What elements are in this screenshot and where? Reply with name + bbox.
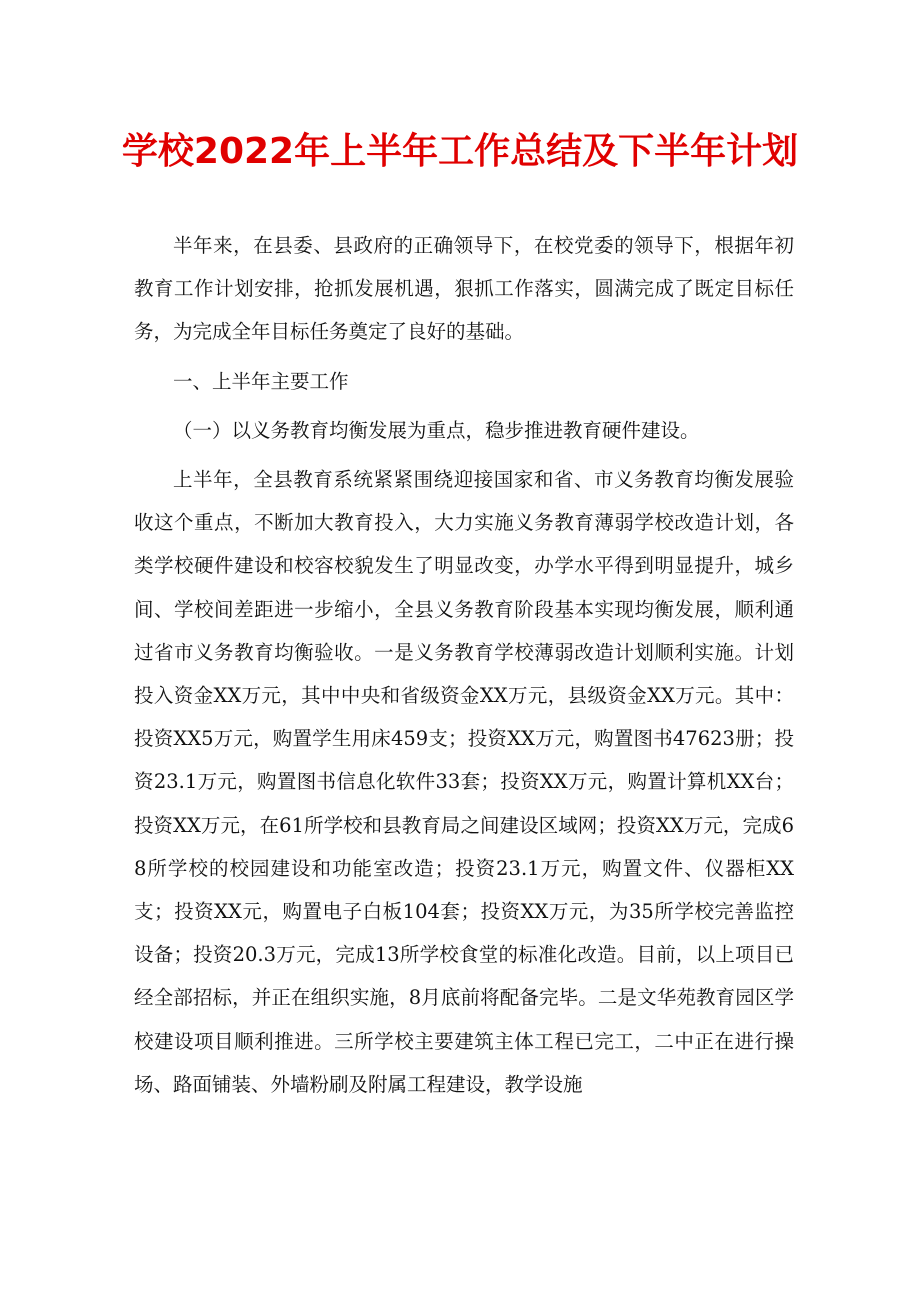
subsection-heading: （一）以义务教育均衡发展为重点，稳步推进教育硬件建设。	[173, 418, 700, 442]
document-body	[134, 224, 794, 1106]
subsection-paragraph: 上半年，全县教育系统紧紧围绕迎接国家和省、市义务教育均衡发展验收这个重点，不断加大教育投入，大力实施义务教育薄弱学校改造计划，各类学校硬件建设和校容校貌发生了明显改变，办学水平得到明显提升，城乡间、学校间差距进一步缩小，全县义务教育阶段基本实现均衡发展，顺利通过省市义务教育均衡验收。一是义务教育学校薄弱改造计划顺利实施。计划投入资金XX万元，其中中央和省级资金XX万元，县级资金XX万元。其中：投资XX5万元，购置学生用床459支；投资XX万元，购置图书47623册；投资23.1万元，购置图书信息化软件33套；投资XX万元，购置计算机XX台；投资XX万元，在61所学校和县教育局之间建设区域网；投资XX万元，完成68所学校的校园建设和功能室改造；投资23.1万元，购置文件、仪器柜XX支；投资XX元，购置电子白板104套；投资XX万元，为35所学校完善监控设备；投资20.3万元，完成13所学校食堂的标准化改造。目前，以上项目已经全部招标，并正在组织实施，8月底前将配备完毕。二是文华苑教育园区学校建设项目顺利推进。三所学校主要建筑主体工程已完工，二中正在进行操场、路面铺装、外墙粉刷及附属工程建设，教学设施	[134, 468, 794, 1096]
document-title: 学校2022年上半年工作总结及下半年计划	[121, 131, 799, 172]
section-heading: 一、上半年主要工作	[173, 369, 349, 393]
intro-paragraph: 半年来，在县委、县政府的正确领导下，在校党委的领导下，根据年初教育工作计划安排，抢抓发展机遇，狠抓工作落实，圆满完成了既定目标任务，为完成全年目标任务奠定了良好的基础。	[134, 234, 794, 344]
